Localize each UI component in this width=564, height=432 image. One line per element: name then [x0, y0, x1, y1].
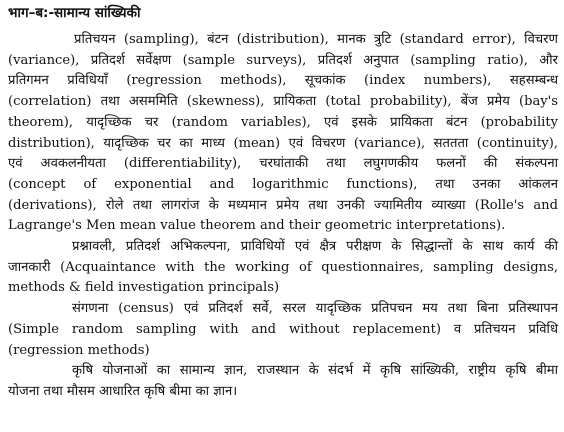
text-line: (regression methods) — [8, 342, 150, 358]
syllabus-body — [8, 30, 558, 403]
text-line: संगणना (census) एवं प्रतिदर्श सर्वे, सरल यादृच्छिक प्रतिपचन मय तथा बिना प्रतिस्थापन — [72, 301, 558, 317]
text-line: प्रतिगमन प्रविधियाँ (regression methods), सूचकांक (index numbers), सहसम्बन्ध — [8, 73, 558, 89]
section-heading: भाग–ब:-सामान्य सांख्यिकी — [8, 5, 141, 21]
paragraph-census-sampling — [8, 299, 558, 361]
text-line: theorem), यादृच्छिक चर (random variables), एवं इसके प्रायिकता बंटन (probability — [8, 114, 558, 130]
text-line: (variance), प्रतिदर्श सर्वेक्षण (sample surveys), प्रतिदर्श अनुपात (sampling ratio), और — [8, 52, 558, 68]
text-line: distribution), यादृच्छिक चर का माध्य (mean) एवं विचरण (variance), सततता (continuity), — [8, 135, 558, 151]
text-line: कृषि योजनाओं का सामान्य ज्ञान, राजस्थान के संदर्भ में कृषि सांख्यिकी, राष्ट्रीय कृषि बीमा — [72, 363, 558, 379]
text-line: प्रतिचयन (sampling), बंटन (distribution), मानक त्रुटि (standard error), विचरण — [74, 32, 558, 47]
text-line: Lagrange's Men mean value theorem and their geometric interpretations). — [8, 218, 506, 234]
text-line: जानकारी (Acquaintance with the working of questionnaires, sampling designs, — [8, 259, 558, 275]
text-line: योजना तथा मौसम आधारित कृषि बीमा का ज्ञान। — [8, 383, 238, 399]
paragraph-questionnaires — [8, 237, 558, 299]
text-line: एवं अवकलनीयता (differentiability), चरघांताकी तथा लघुगणकीय फलनों की संकल्पना — [8, 156, 558, 172]
paragraph-agriculture-schemes — [8, 361, 558, 402]
text-line: methods & field investigation principals) — [8, 280, 280, 296]
paragraph-core-topics — [8, 30, 558, 237]
text-line: (Simple random sampling with and without replacement) व प्रतिचयन प्रविधि — [8, 321, 558, 337]
text-line: (correlation) तथा असममिति (skewness), प्रायिकता (total probability), बेंज प्रमेय (bay's — [8, 94, 558, 110]
text-line: (derivations), रोले तथा लागरांज के मध्यमान प्रमेय तथा उनकी ज्यामितीय व्याख्या (Rolle's and — [8, 197, 558, 213]
text-line: (concept of exponential and logarithmic functions), तथा उनका आंकलन — [8, 176, 558, 192]
text-line: प्रश्नावली, प्रतिदर्श अभिकल्पना, प्राविधियों एवं क्षैत्र परीक्षण के सिद्धान्तों के साथ कार्य की — [72, 239, 558, 255]
